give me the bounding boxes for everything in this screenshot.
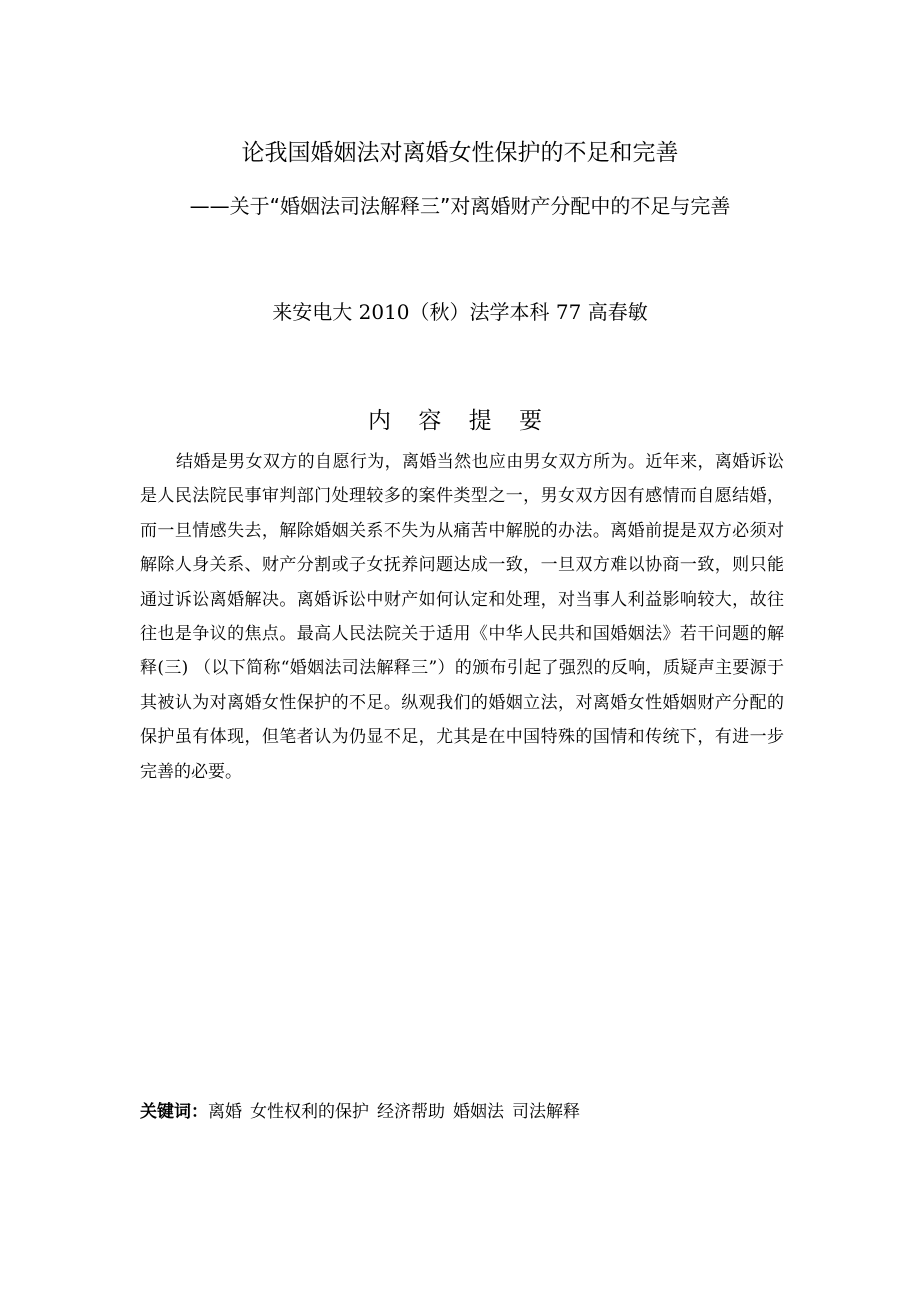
document-title: 论我国婚姻法对离婚女性保护的不足和完善 xyxy=(241,140,679,166)
author-line: 来安电大 2010（秋）法学本科 77 高春敏 xyxy=(272,300,648,324)
keyword: 女性权利的保护 xyxy=(250,1102,369,1122)
keyword: 离婚 xyxy=(208,1102,242,1122)
keyword: 司法解释 xyxy=(512,1102,580,1122)
abstract-heading: 内 容 提 要 xyxy=(368,408,552,434)
keyword: 婚姻法 xyxy=(453,1102,504,1122)
abstract-body: 结婚是男女双方的自愿行为，离婚当然也应由男女双方所为。近年来，离婚诉讼是人民法院民事审判部门处理较多的案件类型之一，男女双方因有感情而自愿结婚，而一旦情感失去，解除婚姻关系不失为从痛苦中解脱的办法。离婚前提是双方必须对解除人身关系、财产分割或子女抚养问题达成一致，一旦双方难以协商一致，则只能通过诉讼离婚解决。离婚诉讼中财产如何认定和处理，对当事人利益影响较大，故往往也是争议的焦点。最高人民法院关于适用《中华人民共和国婚姻法》若干问题的解释(三) （以下简称“婚姻法司法解释三”）的颁布引起了强烈的反响，质疑声主要源于其被认为对离婚女性保护的不足。纵观我们的婚姻立法，对离婚女性婚姻财产分配的保护虽有体现，但笔者认为仍显不足，尤其是在中国特殊的国情和传统下，有进一步完善的必要。 xyxy=(140,452,784,782)
document-subtitle: ——关于“婚姻法司法解释三”对离婚财产分配中的不足与完善 xyxy=(189,194,731,218)
keywords-label: 关键词： xyxy=(140,1102,208,1122)
keyword: 经济帮助 xyxy=(377,1102,445,1122)
keywords-line xyxy=(140,1096,588,1128)
